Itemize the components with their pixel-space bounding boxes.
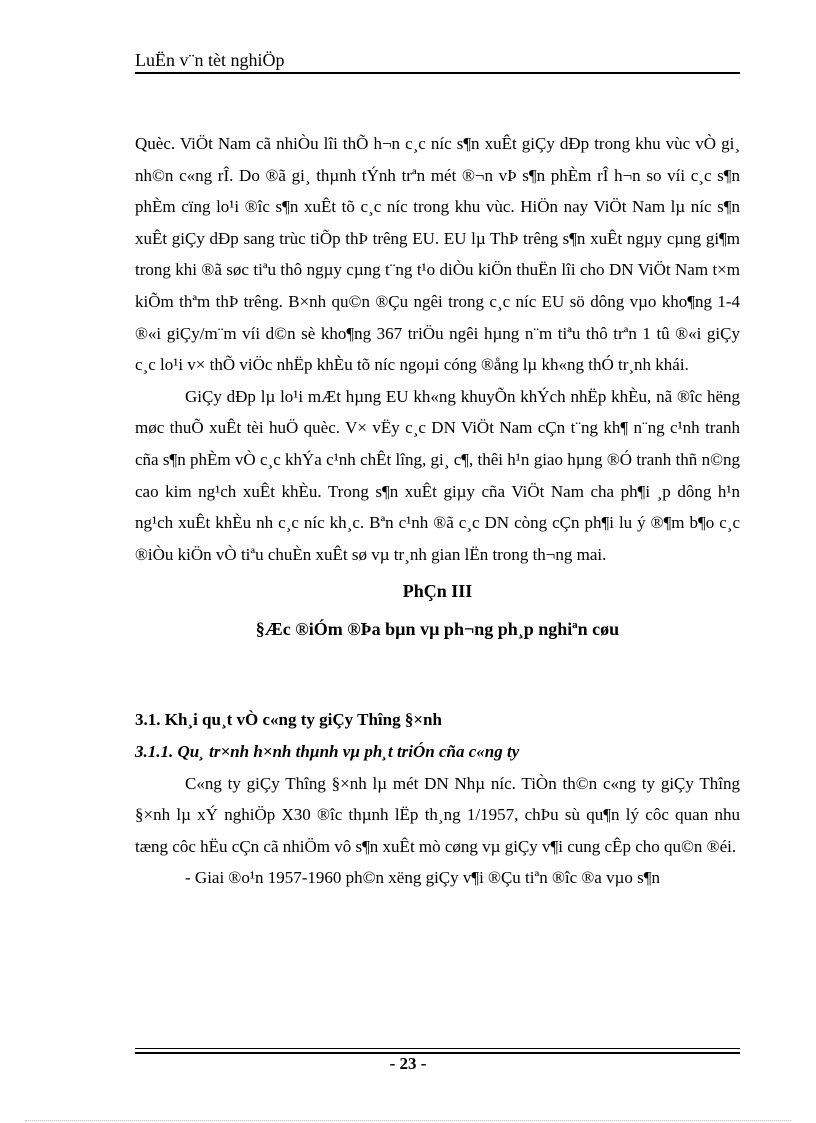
page-bottom-border <box>25 1120 791 1121</box>
body-text <box>135 128 740 894</box>
part-title: PhÇn III <box>402 581 473 602</box>
paragraph: GiÇy dÐp lµ lo¹i mÆt hµng EU kh«ng khuyÕn khÝch nhËp khÈu, nã ®îc hëng møc thuÕ xuÊt tèi huÖ quèc. V× vËy c¸c DN ViÖt Nam cÇn t¨ng kh¶ n¨ng c¹nh tranh cña s¶n phÈm vÒ c¸c khÝa c¹nh chÊt lîng, gi¸ c¶, thêi h¹n giao hµng ®Ó tranh thñ n©ng cao kim ng¹ch xuÊt khÈu. Trong s¶n xuÊt giµy cña ViÖt Nam cha ph¶i ¸p dông h¹n ng¹ch xuÊt khÈu nh c¸c níc kh¸c. Bªn c¹nh ®ã c¸c DN còng cÇn ph¶i lu ý ®¶m b¶o c¸c ®iÒu kiÖn vÒ tiªu chuÈn xuÊt sø vµ tr¸nh gian lËn trong th¬ng mai. <box>135 386 740 564</box>
footer-rule <box>135 1048 740 1049</box>
paragraph: C«ng ty giÇy Thîng §×nh lµ mét DN Nhµ níc. TiÒn th©n c«ng ty giÇy Thîng §×nh lµ xÝ nghiÖp X30 ®îc thµnh lËp th¸ng 1/1957, chÞu sù qu¶n lý côc quan nhu tæng côc hËu cÇn cã nhiÖm vô s¶n xuÊt mò cøng vµ giÇy v¶i cung cÊp cho qu©n ®éi. <box>135 773 740 856</box>
header-rule <box>135 72 740 74</box>
part-subtitle: §Æc ®iÓm ®Þa bµn vµ ph¬ng ph¸p nghiªn cøu <box>255 619 620 640</box>
page-number: - 23 - <box>389 1054 427 1073</box>
section-heading: 3.1. Kh¸i qu¸t vÒ c«ng ty giÇy Thîng §×nh <box>135 710 442 730</box>
paragraph-bullet: - Giai ®o¹n 1957-1960 ph©n xëng giÇy v¶i ®Çu tiªn ®îc ®a vµo s¶n <box>185 868 660 888</box>
paragraph-continuation: Quèc. ViÖt Nam cã nhiÒu lîi thÕ h¬n c¸c níc s¶n xuÊt giÇy dÐp trong khu vùc vÒ gi¸ nh©n c«ng rÎ. Do ®ã gi¸ thµnh tÝnh trªn mét ®¬n vÞ s¶n phÈm rÎ h¬n so víi c¸c s¶n phÈm cïng lo¹i ®îc s¶n xuÊt tõ c¸c níc trong khu vùc. HiÖn nay ViÖt Nam lµ níc s¶n xuÊt giÇy dÐp sang trùc tiÕp thÞ trêng EU. EU lµ ThÞ trêng s¶n xuÊt ngµy cµng gi¶m trong khi ®ã søc tiªu thô ngµy cµng t¨ng t¹o diÒu kiÖn thuËn lîi cho DN ViÖt Nam t×m kiÕm thªm thÞ trêng. B×nh qu©n ®Çu ngêi trong c¸c níc EU sö dông vµo kho¶ng 1-4 ®«i giÇy/m¨m víi d©n sè kho¶ng 367 triÖu ngêi hµng n¨m tiªu thô trªn 1 tû ®«i giÇy c¸c lo¹i v× thÕ viÖc nhËp khÈu tõ níc ngoµi cóng ®ång lµ kh«ng thÓ tr¸nh khái. <box>135 134 740 375</box>
subsection-heading: 3.1.1. Qu¸ tr×nh h×nh thµnh vµ ph¸t triÓn cña c«ng ty <box>135 741 520 761</box>
running-header: LuËn v¨n tèt nghiÖp <box>135 50 285 70</box>
